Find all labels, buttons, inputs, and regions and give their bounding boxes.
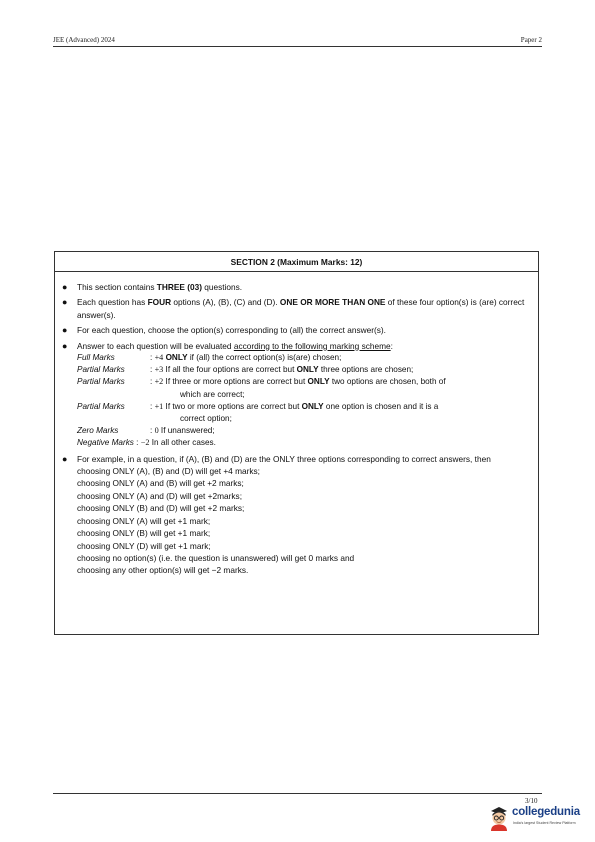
footer-divider — [53, 793, 542, 794]
bullet-icon: ● — [62, 453, 68, 464]
bullet-icon: ● — [62, 325, 68, 336]
example-line: choosing ONLY (A), (B) and (D) will get +4 marks; — [77, 466, 260, 477]
bullet-question-count: ● This section contains THREE (03) questions. — [62, 282, 243, 292]
brand-name: collegedunia — [512, 806, 580, 818]
example-line: choosing no option(s) (i.e. the question is unanswered) will get 0 marks and — [77, 552, 355, 563]
scheme-row-zero: Zero Marks : 0 If unanswered; — [77, 426, 215, 436]
collegedunia-logo — [488, 803, 588, 833]
bullet-marking-scheme: ● Answer to each question will be evaluated according to the following marking scheme: — [62, 340, 393, 351]
example-line: choosing ONLY (B) will get +1 mark; — [77, 528, 211, 539]
brand-tagline: India's largest Student Review Platform — [513, 821, 576, 825]
student-face-logo-icon — [488, 803, 510, 831]
bullet-icon: ● — [62, 282, 68, 292]
section-title: SECTION 2 (Maximum Marks: 12) — [230, 257, 363, 267]
page-number: 3/10 — [525, 797, 538, 805]
scheme-row-full-marks: Full Marks : +4 ONLY if (all) the correct option(s) is(are) chosen; — [77, 353, 342, 363]
example-line: choosing ONLY (A) and (D) will get +2marks; — [77, 490, 243, 501]
bullet-choose-options: ● For each question, choose the option(s) corresponding to (all) the correct answer(s). — [62, 325, 386, 336]
bullet-options-info: ● Each question has FOUR options (A), (B), (C) and (D). ONE OR MORE THAN ONE of these four option(s) is (are) correct answer(s). — [62, 297, 525, 320]
scheme-row-partial-2: Partial Marks : +2 If three or more options are correct but ONLY two options are chosen, both of which are correct; — [77, 377, 446, 399]
instructions-content — [62, 281, 530, 577]
page-header — [53, 36, 542, 46]
example-line: choosing ONLY (D) will get +1 mark; — [77, 540, 211, 551]
section-instructions-box — [54, 251, 539, 635]
header-divider — [53, 46, 542, 47]
example-line: choosing ONLY (A) and (B) will get +2 marks; — [77, 478, 244, 489]
paper-number: Paper 2 — [520, 36, 542, 44]
bullet-example: ● For example, in a question, if (A), (B) and (D) are the ONLY three options corresponding to correct answers, then — [62, 453, 491, 464]
section-title-divider — [55, 271, 538, 272]
scheme-row-partial-1: Partial Marks : +1 If two or more options are correct but ONLY one option is chosen and it is a correct option; — [77, 401, 439, 424]
scheme-row-negative: Negative Marks : −2 In all other cases. — [77, 438, 216, 448]
exam-name: JEE (Advanced) 2024 — [53, 36, 115, 44]
bullet-icon: ● — [62, 297, 68, 308]
bullet-icon: ● — [62, 340, 68, 351]
example-line: choosing ONLY (A) will get +1 mark; — [77, 515, 211, 526]
example-line: choosing any other option(s) will get −2 marks. — [77, 565, 249, 576]
scheme-row-partial-3: Partial Marks : +3 If all the four options are correct but ONLY three options are chosen; — [77, 365, 414, 375]
example-line: choosing ONLY (B) and (D) will get +2 marks; — [77, 503, 245, 514]
